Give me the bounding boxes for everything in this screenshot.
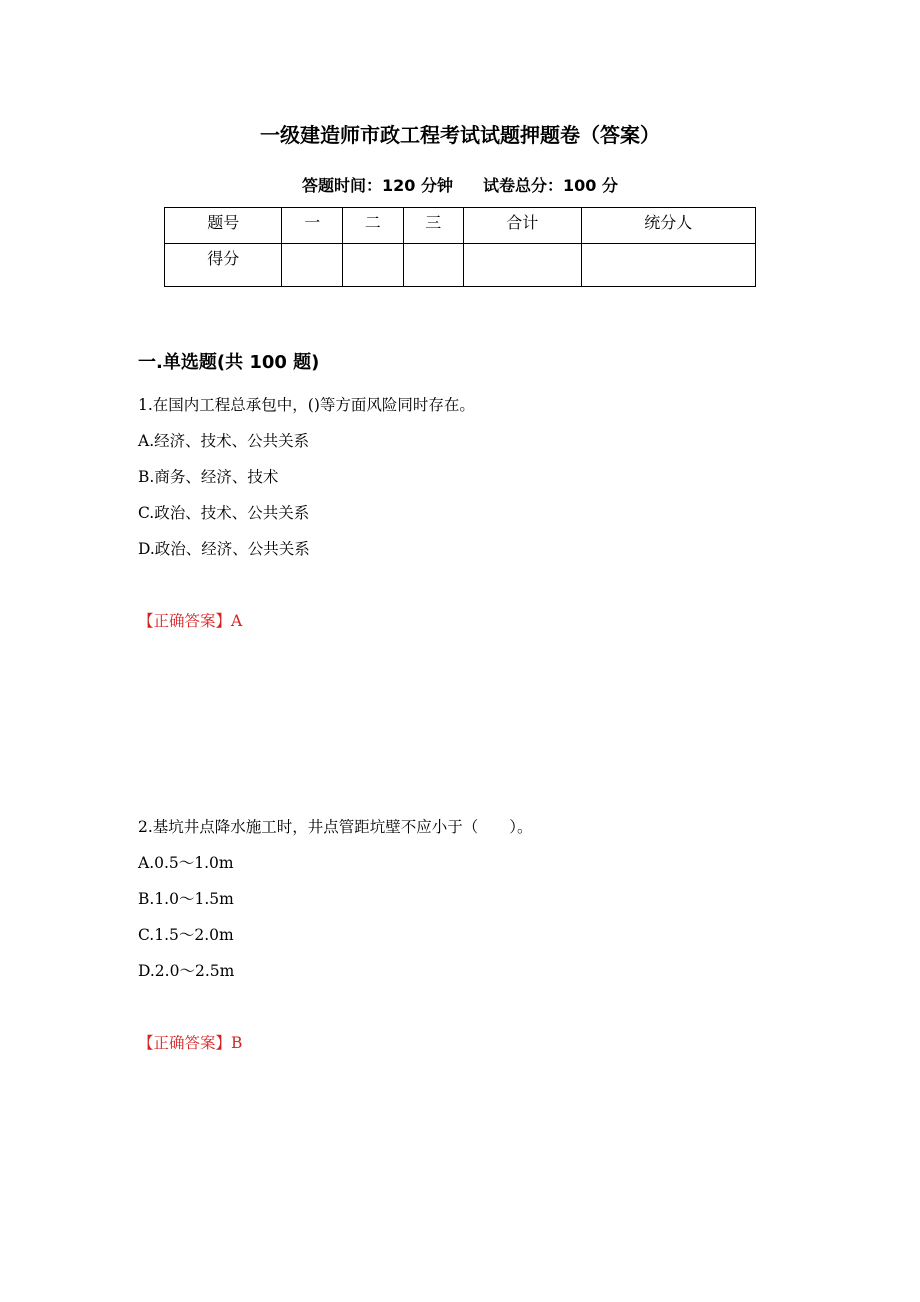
header-cell-total: 合计 [464,208,581,244]
option-d: D.政治、经济、公共关系 [138,540,310,558]
score-row-label: 得分 [165,244,282,287]
score-cell [581,244,755,287]
question-stem: 2.基坑井点降水施工时，井点管距坑壁不应小于（ ）。 [138,818,533,836]
header-cell-section-3: 三 [403,208,464,244]
score-table [164,207,756,287]
option-a: A.经济、技术、公共关系 [138,432,310,450]
correct-answer: 【正确答案】B [138,1034,243,1052]
header-cell-section-1: 一 [282,208,343,244]
option-b: B.1.0～1.5m [138,890,234,908]
score-cell [464,244,581,287]
score-table-header-row [165,208,756,244]
question-stem: 1.在国内工程总承包中，()等方面风险同时存在。 [138,396,475,414]
option-b: B.商务、经济、技术 [138,468,279,486]
header-cell-scorer: 统分人 [581,208,755,244]
option-c: C.1.5～2.0m [138,926,234,944]
option-d: D.2.0～2.5m [138,962,235,980]
exam-time: 答题时间：120 分钟 [302,176,453,195]
header-cell-section-2: 二 [343,208,404,244]
header-cell-number: 题号 [165,208,282,244]
option-c: C.政治、技术、公共关系 [138,504,310,522]
score-table-score-row [165,244,756,287]
score-cell [282,244,343,287]
score-cell [403,244,464,287]
score-cell [343,244,404,287]
correct-answer: 【正确答案】A [138,612,243,630]
exam-total-score: 试卷总分：100 分 [483,176,618,195]
section-title: 一.单选题(共 100 题) [138,352,320,373]
option-a: A.0.5～1.0m [138,854,234,872]
exam-info [0,173,920,196]
document-title: 一级建造师市政工程考试试题押题卷（答案） [260,123,660,147]
